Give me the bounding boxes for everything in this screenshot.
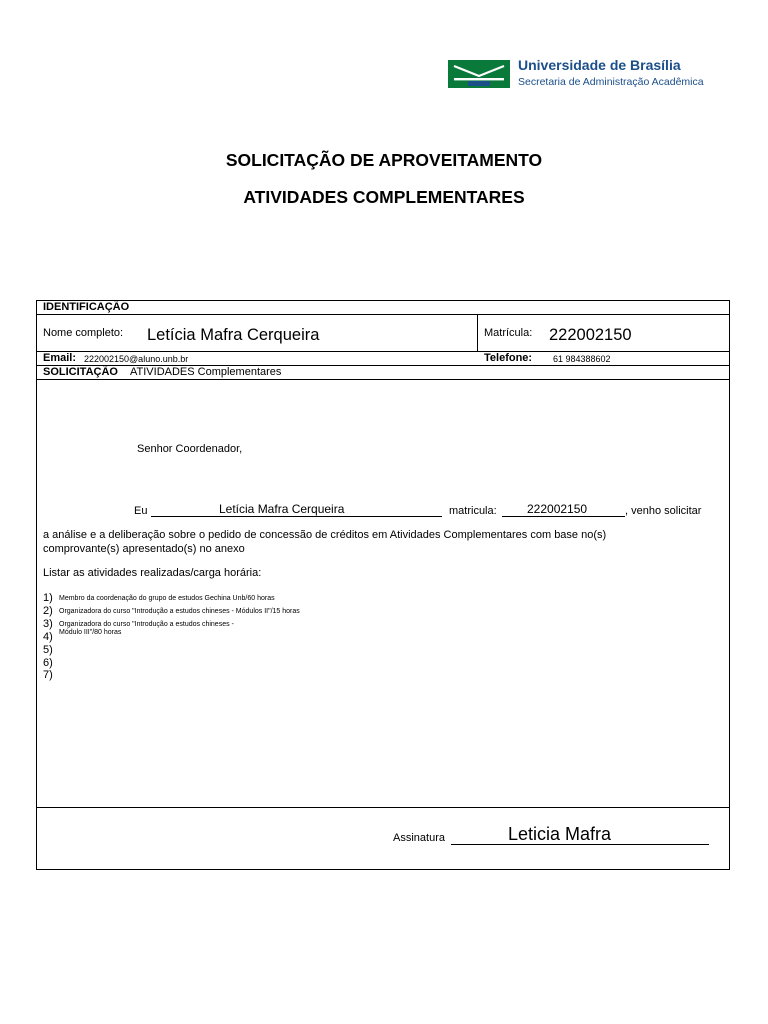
signature-field[interactable]: Leticia Mafra <box>508 824 612 844</box>
applicant-name-field[interactable]: Letícia Mafra Cerqueira <box>219 502 345 516</box>
signature-label: Assinatura <box>393 832 445 844</box>
phone-label: Telefone: <box>484 352 533 364</box>
form-divider <box>37 314 729 315</box>
activity-hours: /60 horas <box>245 595 275 602</box>
section-identificacao: IDENTIFICAÇÃO <box>43 301 130 313</box>
activity-number: 4) <box>43 631 53 643</box>
name-underline <box>151 516 442 517</box>
department-name: Secretaria de Administração Acadêmica <box>518 76 704 88</box>
matricula-underline <box>502 516 625 517</box>
form-divider <box>37 351 729 352</box>
activity-number: 5) <box>43 644 53 656</box>
phone-field[interactable]: 61 984388602 <box>553 354 611 364</box>
matricula-field[interactable]: 222002150 <box>549 326 632 344</box>
activity-field[interactable] <box>59 608 300 615</box>
form-divider <box>37 379 729 380</box>
solicitacao-value: ATIVIDADES Complementares <box>130 366 282 378</box>
column-divider <box>477 314 478 351</box>
unb-logo-icon <box>448 60 510 88</box>
activity-field[interactable]: Organizadora do curso "Introdução a estudos chineses - <box>59 621 234 628</box>
activity-number: 2) <box>43 605 53 617</box>
activity-hours: /15 horas <box>270 608 300 615</box>
request-form <box>36 300 730 870</box>
applicant-matricula-field[interactable]: 222002150 <box>527 502 588 516</box>
email-field[interactable]: 222002150@aluno.unb.br <box>84 354 189 364</box>
activity-number: 3) <box>43 618 53 630</box>
activity-text: Organizadora do curso "Introdução a estudos chineses - Módulos II" <box>59 608 271 615</box>
eu-label: Eu <box>134 505 148 517</box>
venho-solicitar: , venho solicitar <box>625 505 702 517</box>
form-divider <box>37 807 729 808</box>
activities-intro: Listar as atividades realizadas/carga horária: <box>43 567 262 579</box>
university-name: Universidade de Brasília <box>518 57 681 73</box>
document-subtitle: ATIVIDADES COMPLEMENTARES <box>243 187 525 207</box>
activity-field[interactable]: Módulo III"/80 horas <box>59 629 122 636</box>
request-paragraph-line2: comprovante(s) apresentado(s) no anexo <box>43 543 245 555</box>
activity-field[interactable] <box>59 595 275 602</box>
document-title: SOLICITAÇÃO DE APROVEITAMENTO <box>225 150 543 170</box>
request-paragraph-line1: a análise e a deliberação sobre o pedido de concessão de créditos em Atividades Complementares com base no(s) <box>43 529 607 541</box>
email-label: Email: <box>43 352 77 364</box>
matricula-inline-label: matricula: <box>449 505 497 517</box>
activity-number: 6) <box>43 657 53 669</box>
activity-number: 1) <box>43 592 53 604</box>
name-label: Nome completo: <box>43 327 124 339</box>
greeting: Senhor Coordenador, <box>137 443 243 455</box>
name-field[interactable]: Letícia Mafra Cerqueira <box>147 326 320 344</box>
activity-number: 7) <box>43 669 53 681</box>
activity-text: Membro da coordenação do grupo de estudos Gechina Unb <box>59 595 246 602</box>
matricula-label: Matrícula: <box>484 327 533 339</box>
solicitacao-label: SOLICITAÇÃO <box>43 366 118 378</box>
